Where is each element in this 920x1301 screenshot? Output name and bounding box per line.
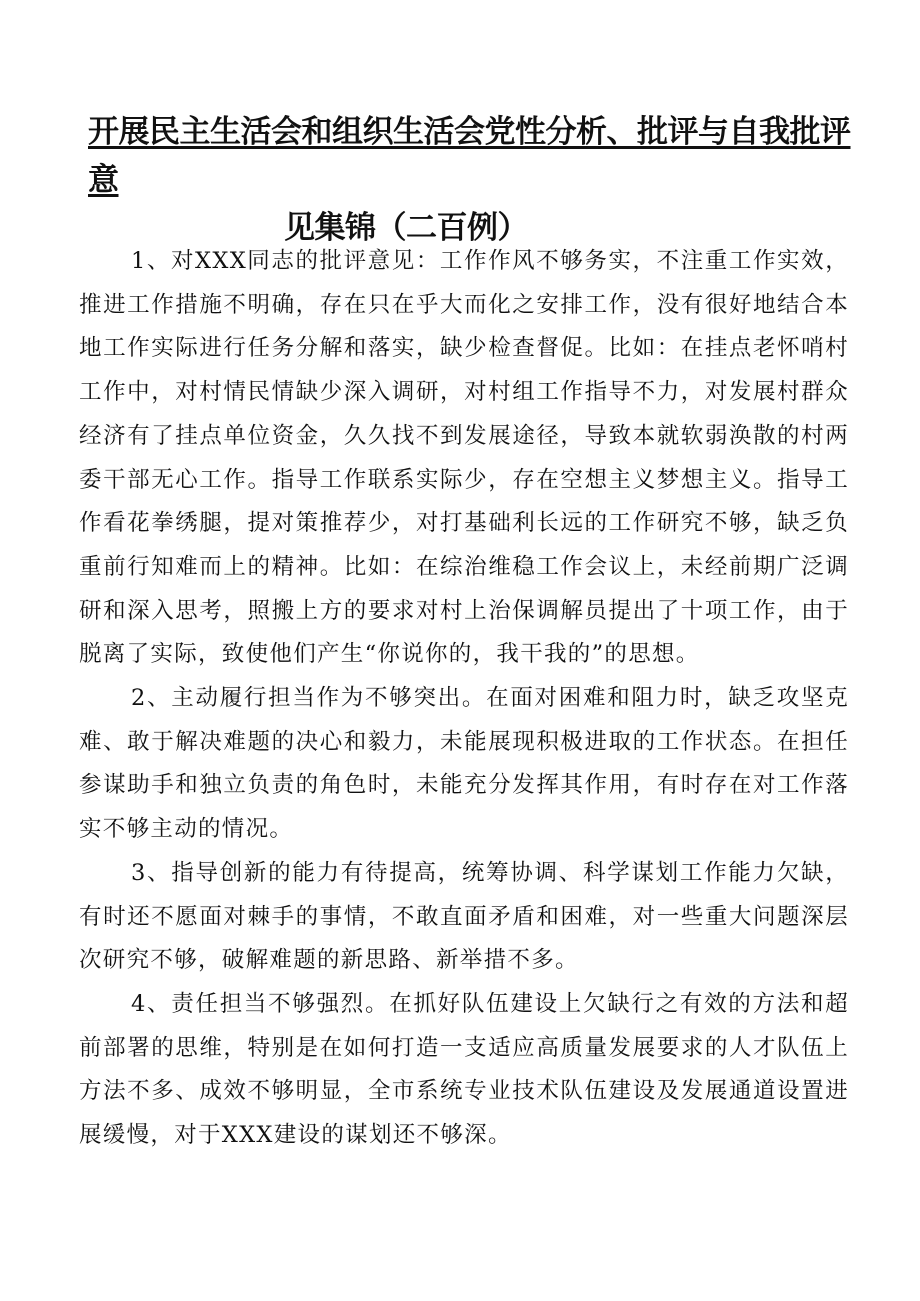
title-line-1: 开展民主生活会和组织生活会党性分析、批评与自我批评意 — [88, 114, 851, 198]
paragraph-4: 4、责任担当不够强烈。在抓好队伍建设上欠缺行之有效的方法和超前部署的思维，特别是在如何打造一支适应高质量发展要求的人才队伍上方法不多、成效不够明显，全市系统专业技术队伍建设及发展通道设置进展缓慢，对于XXX建设的谋划还不够深。 — [79, 990, 849, 1149]
paragraph-2: 2、主动履行担当作为不够突出。在面对困难和阻力时，缺乏攻坚克难、敢于解决难题的决心和毅力，未能展现积极进取的工作状态。在担任参谋助手和独立负责的角色时，未能充分发挥其作用，有时存在对工作落实不够主动的情况。 — [79, 685, 849, 843]
document-title — [80, 108, 870, 252]
title-line-2: 见集锦（二百例） — [284, 210, 528, 246]
paragraph-1: 1、对XXX同志的批评意见：工作作风不够务实，不注重工作实效，推进工作措施不明确，存在只在乎大而化之安排工作，没有很好地结合本地工作实际进行任务分解和落实，缺少检查督促。比如：在挂点老怀哨村工作中，对村情民情缺少深入调研，对村组工作指导不力，对发展村群众经济有了挂点单位资金，久久找不到发展途径，导致本就软弱涣散的村两委干部无心工作。指导工作联系实际少，存在空想主义梦想主义。指导工作看花拳绣腿，提对策推荐少，对打基础利长远的工作研究不够，缺乏负重前行知难而上的精神。比如：在综治维稳工作会议上，未经前期广泛调研和深入思考，照搬上方的要求对村上治保调解员提出了十项工作，由于脱离了实际，致使他们产生“你说你的，我干我的”的思想。 — [79, 248, 849, 668]
document-body — [79, 240, 849, 1158]
paragraph-3: 3、指导创新的能力有待提高，统筹协调、科学谋划工作能力欠缺，有时还不愿面对棘手的事情，不敢直面矛盾和困难，对一些重大问题深层次研究不够，破解难题的新思路、新举措不多。 — [79, 859, 849, 974]
